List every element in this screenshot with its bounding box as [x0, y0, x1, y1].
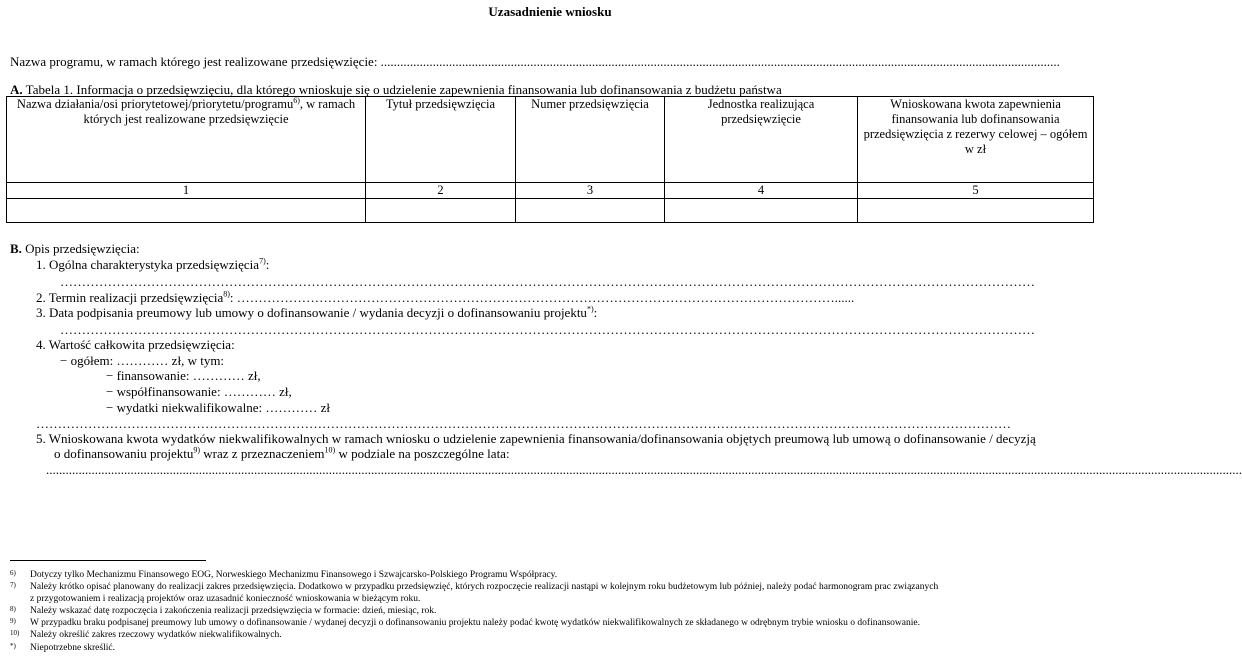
item-4-total: − ogółem: ………… zł, w tym:	[60, 353, 225, 368]
footnote-ref-6: 6)	[293, 95, 300, 105]
item-3-agreement-date	[36, 305, 597, 320]
item-1-fill-line[interactable]: ………………………………………………………………………………………………………………………………………………………………………………………………………	[60, 274, 1035, 289]
column-number: 5	[858, 183, 1094, 199]
item-4-fill-line[interactable]: ………………………………………………………………………………………………………………………………………………………………………………………………………	[36, 416, 1011, 431]
header-action-name-text-2: , w ramach których jest realizowane przedsięwzięcie	[83, 97, 356, 126]
column-number: 4	[665, 183, 858, 199]
footnote-ref-7: 7)	[259, 256, 266, 266]
item-5-text-c: w podziale na poszczególne lata:	[335, 446, 510, 461]
footnote-text: z przygotowaniem i realizacją projektów oraz uzasadnić konieczność wnioskowania w bieżącym roku.	[30, 594, 421, 604]
footnote-number: 8)	[10, 605, 16, 613]
footnote-ref-9: 9)	[193, 445, 201, 455]
item-5-line-1: 5. Wnioskowana kwota wydatków niekwalifikowalnych w ramach wniosku o udzielenie zapewnienia finansowania/dofinansowania objętych preumową lub umową o dofinansowanie / decyzją	[36, 431, 1036, 446]
column-number: 2	[366, 183, 516, 199]
item-4-non-eligible: − wydatki niekwalifikowalne: ………… zł	[106, 400, 330, 415]
footnote-number: 9)	[10, 617, 16, 625]
item-1-general-characteristics	[36, 257, 269, 272]
header-unit: Jednostka realizująca przedsięwzięcie	[665, 97, 858, 183]
section-a-letter: A.	[10, 82, 23, 97]
item-4-financing: − finansowanie: ………… zł,	[106, 368, 261, 383]
header-action-name-text: Nazwa działania/osi priorytetowej/priorytetu/programu	[16, 97, 294, 111]
item-3-colon: :	[593, 305, 598, 320]
footnote-text: W przypadku braku podpisanej preumowy lub umowy o dofinansowanie / wydanej decyzji o dofinansowaniu projektu należy podać kwotę wydatków niekwalifikowalnych ze składanego w odrębnym trybie wniosku o dofinansowanie.	[30, 618, 920, 628]
entry-unit[interactable]	[665, 199, 858, 223]
item-1-text: 1. Ogólna charakterystyka przedsięwzięcia	[36, 257, 260, 272]
item-2-completion-date	[36, 290, 1072, 305]
entry-amount[interactable]	[858, 199, 1094, 223]
document-title: Uzasadnienie wniosku	[488, 4, 612, 19]
table-1	[6, 96, 1094, 223]
item-5-text-a: o dofinansowaniu projektu	[54, 446, 194, 461]
entry-number[interactable]	[516, 199, 665, 223]
footnote-ref-10: 10)	[324, 445, 336, 455]
section-b-text: Opis przedsięwzięcia:	[21, 241, 140, 256]
item-3-text: 3. Data podpisania preumowy lub umowy o dofinansowanie / wydania decyzji o dofinansowaniu projektu	[36, 305, 587, 320]
section-b-heading	[10, 241, 140, 256]
table-entry-row	[7, 199, 1094, 223]
table-header-row	[7, 97, 1094, 183]
footnote-number: 7)	[10, 581, 16, 589]
entry-title[interactable]	[366, 199, 516, 223]
item-4-total-value: 4. Wartość całkowita przedsięwzięcia:	[36, 337, 235, 352]
footnote-text: Należy krótko opisać planowany do realizacji zakres przedsięwzięcia. Dodatkowo w przypadku przedsięwzięć, których rozpoczęcie realizacji nastąpi w kolejnym roku budżetowym lub później, należy podać harmonogram prac związanych	[30, 582, 939, 592]
item-1-colon: :	[265, 257, 270, 272]
footnote-text: Należy określić zakres rzeczowy wydatków niekwalifikowalnych.	[30, 630, 282, 640]
footnote-number: 10)	[10, 629, 20, 637]
footnote-text: Dotyczy tylko Mechanizmu Finansowego EOG, Norweskiego Mechanizmu Finansowego i Szwajcarsko-Polskiego Programu Współpracy.	[30, 570, 558, 580]
item-2-text: 2. Termin realizacji przedsięwzięcia	[36, 290, 224, 305]
footnote-ref-8: 8)	[223, 289, 230, 299]
footnote-number: 6)	[10, 569, 16, 577]
item-3-fill-line[interactable]: ………………………………………………………………………………………………………………………………………………………………………………………………………	[60, 322, 1035, 337]
table-number-row	[7, 183, 1094, 199]
item-5-line-2	[54, 446, 510, 461]
header-title: Tytuł przedsięwzięcia	[366, 97, 516, 183]
footnote-separator	[10, 560, 206, 561]
header-action-name	[7, 97, 366, 183]
section-a-heading	[10, 82, 782, 97]
header-number: Numer przedsięwzięcia	[516, 97, 665, 183]
item-4-cofinancing: − współfinansowanie: ………… zł,	[106, 384, 292, 399]
section-a-text: Tabela 1. Informacja o przedsięwzięciu, dla którego wnioskuje się o udzielenie zapewnienia finansowania lub dofinansowania z budżetu państwa	[22, 82, 782, 97]
footnote-text: Niepotrzebne skreślić.	[30, 643, 115, 653]
column-number: 1	[7, 183, 366, 199]
entry-action-name[interactable]	[7, 199, 366, 223]
section-b-letter: B.	[10, 241, 22, 256]
footnote-number: *)	[10, 642, 16, 650]
item-5-fill-line[interactable]: ................................................................................................................................................................................................................................................................................................................................................................................	[46, 462, 1242, 477]
header-amount: Wnioskowana kwota zapewnienia finansowania lub dofinansowania przedsięwzięcia z rezerwy celowej – ogółem w zł	[858, 97, 1094, 183]
item-5-text-b: wraz z przeznaczeniem	[200, 446, 325, 461]
item-2-fill[interactable]: : …………………………………………………………………………………………………………………………......	[229, 290, 855, 305]
footnote-text: Należy wskazać datę rozpoczęcia i zakończenia realizacji przedsięwzięcia w formacie: dzień, miesiąc, rok.	[30, 606, 437, 616]
column-number: 3	[516, 183, 665, 199]
program-name-line: Nazwa programu, w ramach którego jest realizowane przedsięwzięcie: .................................................................................................................................................................................................................	[10, 54, 1060, 69]
footnote-ref-star: *)	[586, 304, 594, 314]
